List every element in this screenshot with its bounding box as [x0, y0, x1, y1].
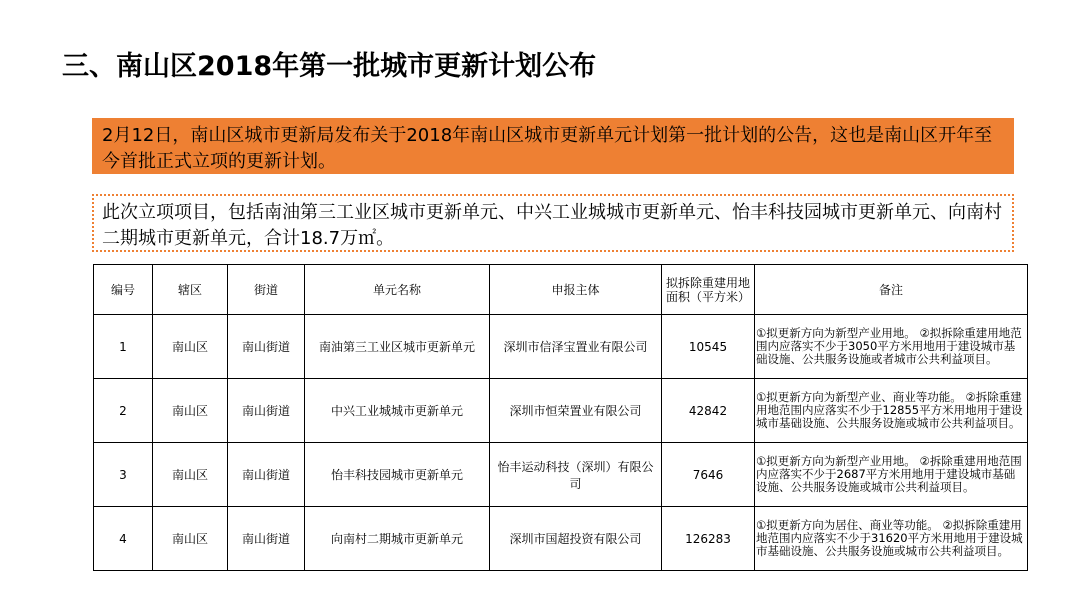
- cell-area: 10545: [662, 315, 755, 379]
- table-row: [94, 443, 1028, 507]
- cell-applicant: 深圳市信泽宝置业有限公司: [490, 315, 662, 379]
- cell-district: 南山区: [153, 507, 228, 571]
- plan-table: [93, 264, 1028, 571]
- cell-remarks: ①拟更新方向为新型产业用地。 ②拆除重建用地范围内应落实不少于2687平方米用地用于建设城市基础设施、公共服务设施或城市公共利益项目。: [755, 443, 1028, 507]
- cell-remarks: ①拟更新方向为新型产业用地。 ②拟拆除重建用地范围内应落实不少于3050平方米用地用于建设城市基础设施、公共服务设施或者城市公共利益项目。: [755, 315, 1028, 379]
- header-number: 编号: [94, 265, 153, 315]
- cell-unit-name: 怡丰科技园城市更新单元: [305, 443, 490, 507]
- cell-unit-name: 南油第三工业区城市更新单元: [305, 315, 490, 379]
- cell-unit-name: 向南村二期城市更新单元: [305, 507, 490, 571]
- cell-number: 1: [94, 315, 153, 379]
- header-unit-name: 单元名称: [305, 265, 490, 315]
- cell-district: 南山区: [153, 379, 228, 443]
- header-area: 拟拆除重建用地面积（平方米）: [662, 265, 755, 315]
- cell-remarks: ①拟更新方向为居住、商业等功能。 ②拟拆除重建用地范围内应落实不少于31620平方米用地用于建设城市基础设施、公共服务设施或城市公共利益项目。: [755, 507, 1028, 571]
- cell-street: 南山街道: [228, 315, 305, 379]
- cell-area: 126283: [662, 507, 755, 571]
- cell-number: 2: [94, 379, 153, 443]
- header-district: 辖区: [153, 265, 228, 315]
- cell-street: 南山街道: [228, 507, 305, 571]
- table-header-row: [94, 265, 1028, 315]
- cell-number: 3: [94, 443, 153, 507]
- table-row: [94, 507, 1028, 571]
- cell-street: 南山街道: [228, 443, 305, 507]
- cell-unit-name: 中兴工业城城市更新单元: [305, 379, 490, 443]
- cell-district: 南山区: [153, 315, 228, 379]
- page-title: 三、南山区2018年第一批城市更新计划公布: [62, 51, 597, 82]
- cell-number: 4: [94, 507, 153, 571]
- table-row: [94, 379, 1028, 443]
- cell-applicant: 深圳市国超投资有限公司: [490, 507, 662, 571]
- cell-remarks: ①拟更新方向为新型产业、商业等功能。 ②拆除重建用地范围内应落实不少于12855平方米用地用于建设城市基础设施、公共服务设施或城市公共利益项目。: [755, 379, 1028, 443]
- summary-box: 此次立项项目，包括南油第三工业区城市更新单元、中兴工业城城市更新单元、怡丰科技园城市更新单元、向南村二期城市更新单元，合计18.7万㎡。: [92, 194, 1014, 252]
- header-remarks: 备注: [755, 265, 1028, 315]
- cell-applicant: 深圳市恒荣置业有限公司: [490, 379, 662, 443]
- cell-applicant: 怡丰运动科技（深圳）有限公司: [490, 443, 662, 507]
- cell-area: 42842: [662, 379, 755, 443]
- cell-street: 南山街道: [228, 379, 305, 443]
- highlight-box: 2月12日，南山区城市更新局发布关于2018年南山区城市更新单元计划第一批计划的公告，这也是南山区开年至今首批正式立项的更新计划。: [92, 118, 1014, 174]
- table-row: [94, 315, 1028, 379]
- cell-district: 南山区: [153, 443, 228, 507]
- header-street: 街道: [228, 265, 305, 315]
- header-applicant: 申报主体: [490, 265, 662, 315]
- cell-area: 7646: [662, 443, 755, 507]
